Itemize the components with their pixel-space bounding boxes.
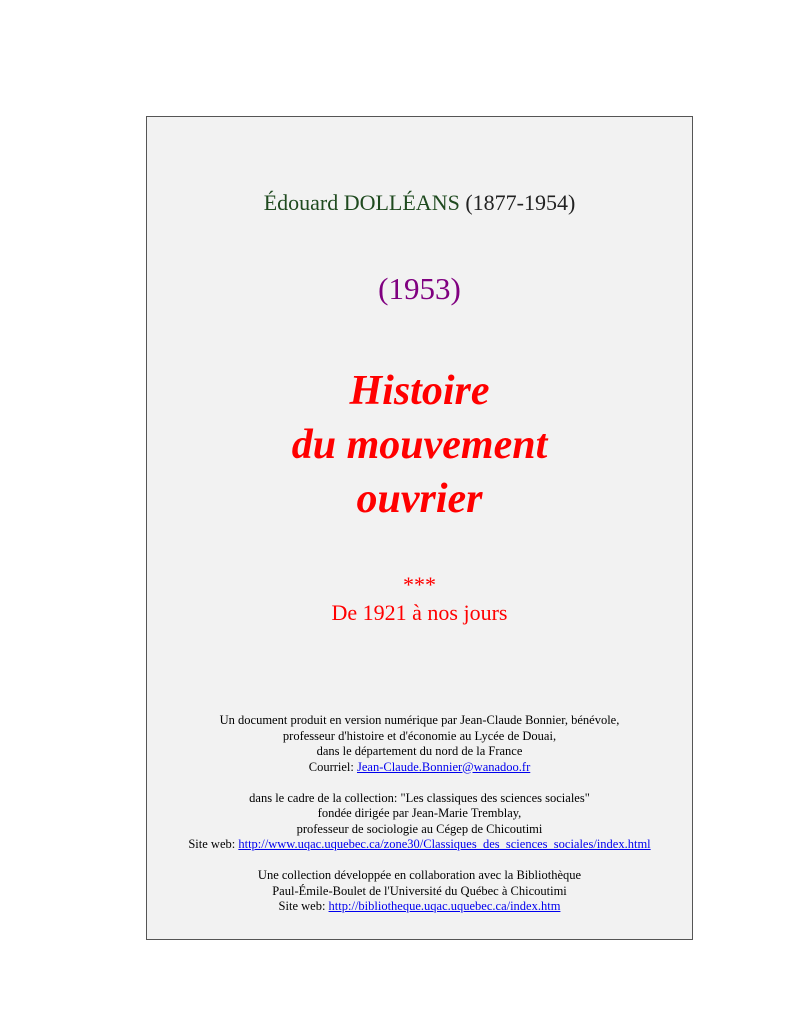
author-dates: (1877-1954) xyxy=(465,190,576,215)
author-name: Édouard DOLLÉANS xyxy=(263,190,460,215)
book-subtitle: De 1921 à nos jours xyxy=(331,600,508,625)
credits-section xyxy=(147,713,692,930)
credits-line: professeur de sociologie au Cégep de Chicoutimi xyxy=(296,821,543,836)
site-label: Site web: xyxy=(278,899,329,913)
title-line-1: Histoire xyxy=(349,368,490,414)
collection-site-link[interactable]: http://www.uqac.uquebec.ca/zone30/Classiques_des_sciences_sociales/index.html xyxy=(238,837,651,851)
credits-line: fondée dirigée par Jean-Marie Tremblay, xyxy=(317,806,522,820)
library-site-link[interactable]: http://bibliotheque.uqac.uquebec.ca/index.htm xyxy=(328,899,561,913)
credits-line: Paul-Émile-Boulet de l'Université du Québec à Chicoutimi xyxy=(272,883,567,898)
email-link[interactable]: Jean-Claude.Bonnier@wanadoo.fr xyxy=(357,759,531,774)
publication-year: (1953) xyxy=(378,271,461,306)
cover-frame xyxy=(146,116,693,940)
credits-block-collection xyxy=(147,791,692,853)
credits-line: dans le département du nord de la France xyxy=(316,744,523,758)
title-line-2: du mouvement xyxy=(291,422,548,468)
credits-line: professeur d'histoire et d'économie au Lycée de Douai, xyxy=(282,728,557,743)
credits-line: Un document produit en version numérique par Jean-Claude Bonnier, bénévole, xyxy=(219,713,620,727)
credits-block-producer xyxy=(147,713,692,775)
site-line xyxy=(147,899,692,915)
email-label: Courriel: xyxy=(308,759,357,774)
separator-stars: *** xyxy=(403,572,436,597)
book-title xyxy=(147,364,692,526)
credits-line: dans le cadre de la collection: "Les classiques des sciences sociales" xyxy=(249,790,590,805)
credits-line: Une collection développée en collaboration avec la Bibliothèque xyxy=(257,868,582,882)
title-line-3: ouvrier xyxy=(356,476,483,522)
site-line xyxy=(147,837,692,853)
email-line xyxy=(147,760,692,776)
site-label: Site web: xyxy=(188,837,239,851)
author-line xyxy=(147,189,692,217)
credits-block-library xyxy=(147,868,692,915)
